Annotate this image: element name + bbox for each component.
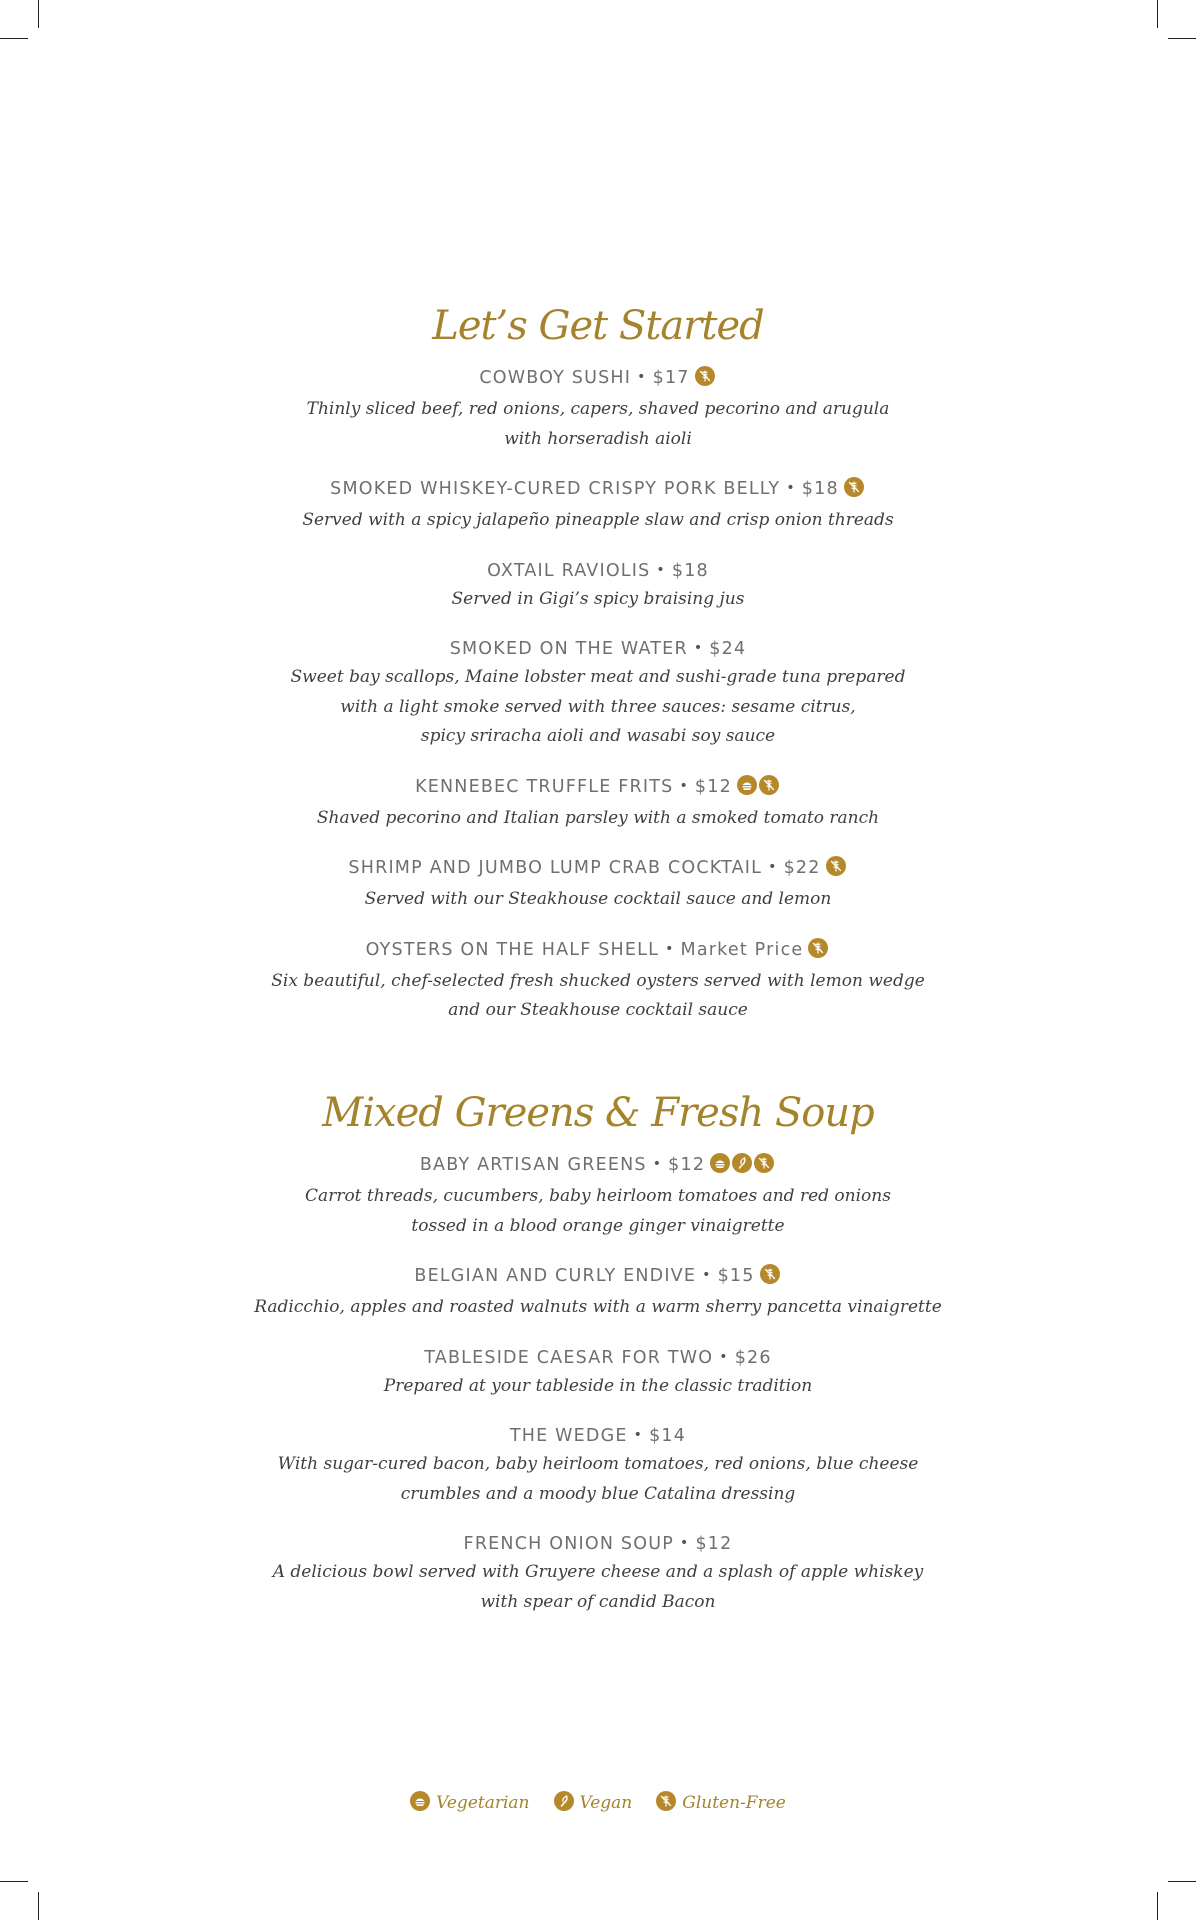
menu-item-name: KENNEBEC TRUFFLE FRITS xyxy=(415,776,674,797)
vegetarian-icon xyxy=(737,775,757,795)
vegetarian-icon xyxy=(410,1791,430,1811)
menu-item-name: COWBOY SUSHI xyxy=(479,368,632,388)
menu-item-name: BABY ARTISAN GREENS xyxy=(419,1155,647,1175)
menu-item-price: $12 xyxy=(668,1155,706,1175)
legend-label: Vegetarian xyxy=(436,1793,530,1813)
separator-dot: • xyxy=(637,369,647,385)
separator-dot: • xyxy=(693,640,704,656)
menu-item-price: $12 xyxy=(695,1534,733,1554)
menu-item-header xyxy=(0,1343,1196,1372)
menu-item-price: $18 xyxy=(801,479,839,499)
menu-item-name: THE WEDGE xyxy=(509,1426,628,1446)
legend-label: Vegan xyxy=(579,1793,633,1813)
menu-item-description: Radicchio, apples and roasted walnuts with a warm sherry pancetta vinaigrette xyxy=(254,1297,942,1317)
crop-mark-bottom-right-v xyxy=(1157,1892,1158,1920)
legend-entry xyxy=(410,1791,529,1813)
menu-item-name: OXTAIL RAVIOLIS xyxy=(487,560,651,581)
menu-item-price: Market Price xyxy=(680,939,804,960)
menu-item xyxy=(0,474,1196,536)
gluten-free-icon xyxy=(826,856,846,876)
menu-item-description: A delicious bowl served with Gruyere cheese and a splash of apple whiskey with spear of candid Bacon xyxy=(272,1562,924,1612)
menu-item-price: $17 xyxy=(652,368,690,388)
section-title: Mixed Greens & Fresh Soup xyxy=(322,1090,874,1136)
menu-item xyxy=(0,772,1196,834)
separator-dot: • xyxy=(768,859,778,875)
menu-item-header xyxy=(0,853,1196,885)
menu-item-description: With sugar-cured bacon, baby heirloom tomatoes, red onions, blue cheese crumbles and a moody blue Catalina dressing xyxy=(277,1454,919,1504)
gluten-free-icon xyxy=(754,1153,774,1173)
menu-item xyxy=(0,363,1196,454)
legend-entry xyxy=(656,1791,786,1813)
gluten-free-icon xyxy=(656,1791,676,1811)
crop-mark-top-left-v xyxy=(38,0,39,28)
gluten-free-icon xyxy=(808,938,828,958)
crop-mark-bottom-left-v xyxy=(38,1892,39,1920)
dietary-legend xyxy=(0,1791,1196,1813)
menu-item xyxy=(0,1261,1196,1323)
menu-item-price: $24 xyxy=(709,639,747,659)
separator-dot: • xyxy=(679,1535,690,1551)
menu-item-price: $26 xyxy=(734,1347,772,1368)
separator-dot: • xyxy=(679,777,689,794)
section-title: Let’s Get Started xyxy=(432,303,764,349)
section-mixed-greens-fresh-soup xyxy=(0,1088,1196,1637)
menu-item-description: Shaved pecorino and Italian parsley with a smoked tomato ranch xyxy=(316,807,880,828)
dietary-icons xyxy=(760,1264,782,1293)
menu-item xyxy=(0,1421,1196,1509)
crop-mark-bottom-right-h xyxy=(1168,1881,1196,1882)
menu-item-header xyxy=(0,474,1196,506)
separator-dot: • xyxy=(633,1427,644,1443)
menu-item xyxy=(0,1150,1196,1241)
dietary-icons xyxy=(826,856,848,885)
section-lets-get-started xyxy=(0,301,1196,1046)
dietary-icons xyxy=(695,366,717,395)
menu-item-header xyxy=(0,634,1196,663)
dietary-icons xyxy=(710,1153,776,1182)
menu-item-header xyxy=(0,363,1196,395)
menu-item-price: $15 xyxy=(717,1266,755,1286)
dietary-icons xyxy=(844,477,866,506)
menu-item-header xyxy=(0,772,1196,804)
menu-item-header xyxy=(0,935,1196,967)
menu-item-header xyxy=(0,1421,1196,1450)
menu-item-description: Served with our Steakhouse cocktail sauce and lemon xyxy=(364,889,832,909)
vegetarian-icon xyxy=(710,1153,730,1173)
menu-item xyxy=(0,556,1196,615)
menu-item-description: Six beautiful, chef-selected fresh shucked oysters served with lemon wedge and our Steakhouse cocktail sauce xyxy=(271,970,925,1020)
vegan-icon xyxy=(554,1791,574,1811)
dietary-icons xyxy=(737,775,781,804)
menu-item-header xyxy=(0,1261,1196,1293)
menu-item-header xyxy=(0,1529,1196,1558)
crop-mark-top-left-h xyxy=(0,38,28,39)
gluten-free-icon xyxy=(759,775,779,795)
legend-label: Gluten-Free xyxy=(682,1793,786,1813)
gluten-free-icon xyxy=(844,477,864,497)
crop-mark-top-right-v xyxy=(1157,0,1158,28)
separator-dot: • xyxy=(665,940,675,957)
separator-dot: • xyxy=(652,1156,663,1172)
menu-item-price: $14 xyxy=(649,1426,687,1446)
separator-dot: • xyxy=(786,480,796,496)
menu-item xyxy=(0,634,1196,752)
vegan-icon xyxy=(732,1153,752,1173)
menu-item-header xyxy=(0,556,1196,585)
separator-dot: • xyxy=(656,561,666,578)
menu-item xyxy=(0,935,1196,1026)
menu-item xyxy=(0,853,1196,915)
gluten-free-icon xyxy=(695,366,715,386)
menu-item-name: SMOKED WHISKEY-CURED CRISPY PORK BELLY xyxy=(330,479,781,499)
menu-item-price: $22 xyxy=(783,858,821,878)
menu-item-description: Thinly sliced beef, red onions, capers, shaved pecorino and arugula with horseradish aioli xyxy=(306,399,890,449)
menu-item-description: Served with a spicy jalapeño pineapple slaw and crisp onion threads xyxy=(302,510,894,530)
menu-item-name: FRENCH ONION SOUP xyxy=(463,1534,674,1554)
menu-item xyxy=(0,1343,1196,1402)
menu-item-description: Prepared at your tableside in the classic tradition xyxy=(383,1375,813,1396)
menu-item-description: Sweet bay scallops, Maine lobster meat and sushi-grade tuna prepared with a light smoke served with three sauces: sesame citrus, spicy sriracha aioli and wasabi soy sauce xyxy=(290,667,906,746)
menu-item-description: Served in Gigi’s spicy braising jus xyxy=(451,588,745,609)
menu-item-price: $18 xyxy=(671,560,709,581)
dietary-icons xyxy=(808,938,830,967)
menu-item-name: TABLESIDE CAESAR FOR TWO xyxy=(424,1347,714,1368)
menu-item-header xyxy=(0,1150,1196,1182)
menu-item-name: SHRIMP AND JUMBO LUMP CRAB COCKTAIL xyxy=(348,858,763,878)
gluten-free-icon xyxy=(760,1264,780,1284)
menu-item-name: OYSTERS ON THE HALF SHELL xyxy=(365,939,660,960)
separator-dot: • xyxy=(719,1348,729,1365)
menu-item-price: $12 xyxy=(694,776,732,797)
menu-item-name: BELGIAN AND CURLY ENDIVE xyxy=(414,1266,697,1286)
separator-dot: • xyxy=(702,1267,712,1283)
legend-entry xyxy=(554,1791,633,1813)
menu-item xyxy=(0,1529,1196,1617)
crop-mark-top-right-h xyxy=(1168,38,1196,39)
crop-mark-bottom-left-h xyxy=(0,1881,28,1882)
menu-item-description: Carrot threads, cucumbers, baby heirloom tomatoes and red onions tossed in a blood orange ginger vinaigrette xyxy=(305,1186,891,1236)
menu-item-name: SMOKED ON THE WATER xyxy=(449,639,688,659)
